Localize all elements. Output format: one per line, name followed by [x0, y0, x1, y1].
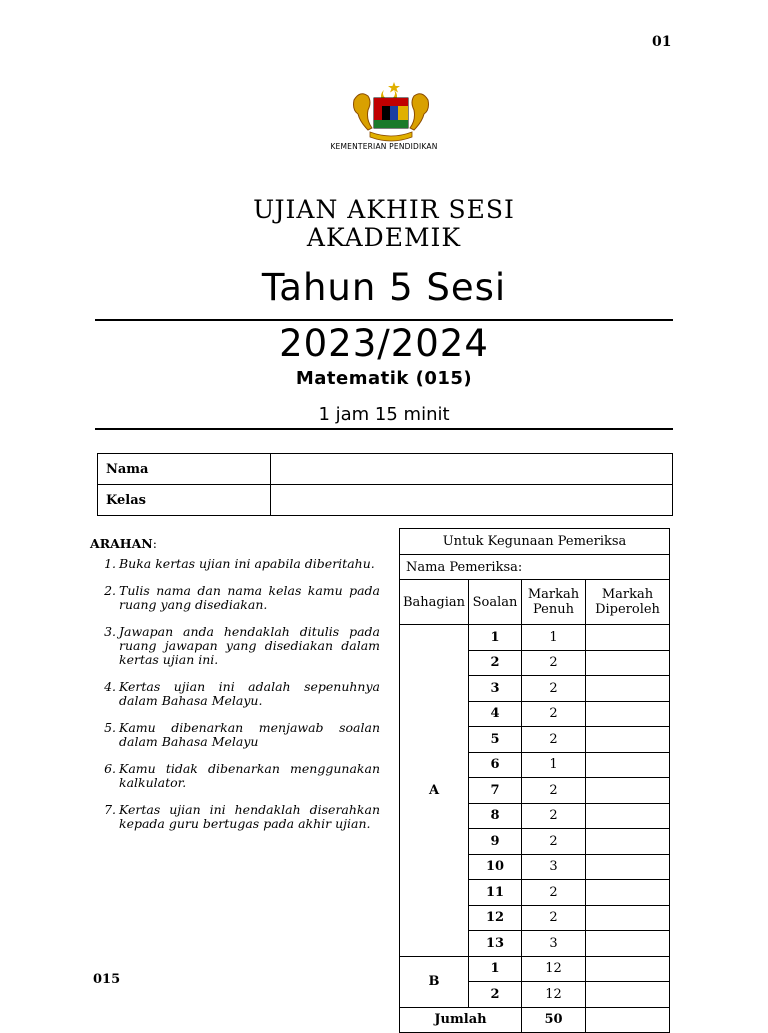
- marks-obtained-cell[interactable]: [586, 676, 670, 702]
- question-number: 5: [469, 727, 522, 753]
- full-marks: 12: [522, 982, 586, 1008]
- exam-session: 2023/2024: [279, 322, 489, 365]
- instruction-number: 6.: [104, 761, 116, 776]
- question-number: 9: [469, 829, 522, 855]
- question-number: 10: [469, 854, 522, 880]
- marks-obtained-cell[interactable]: [586, 982, 670, 1008]
- marks-obtained-cell[interactable]: [586, 931, 670, 957]
- column-header: Bahagian: [400, 580, 469, 625]
- total-obtained-cell[interactable]: [586, 1007, 670, 1033]
- question-number: 4: [469, 701, 522, 727]
- question-number: 2: [469, 982, 522, 1008]
- divider: [95, 319, 673, 321]
- full-marks: 1: [522, 752, 586, 778]
- full-marks: 2: [522, 829, 586, 855]
- instructions-title-text: ARAHAN: [90, 536, 153, 551]
- exam-title-line2: AKADEMIK: [306, 223, 462, 252]
- question-number: 3: [469, 676, 522, 702]
- full-marks: 3: [522, 854, 586, 880]
- examiner-table-header: Untuk Kegunaan Pemeriksa: [400, 529, 670, 555]
- full-marks: 2: [522, 701, 586, 727]
- full-marks: 2: [522, 727, 586, 753]
- marks-obtained-cell[interactable]: [586, 727, 670, 753]
- marks-obtained-cell[interactable]: [586, 752, 670, 778]
- column-header: Soalan: [469, 580, 522, 625]
- examiner-name-field[interactable]: Nama Pemeriksa:: [400, 555, 670, 580]
- student-name-label: Nama: [98, 454, 271, 485]
- table-row: [400, 625, 670, 651]
- full-marks: 2: [522, 880, 586, 906]
- instruction-number: 3.: [104, 624, 116, 639]
- divider: [95, 428, 673, 430]
- question-number: 1: [469, 625, 522, 651]
- malaysia-coat-of-arms-icon: [344, 80, 438, 142]
- instruction-item: [90, 803, 380, 831]
- instruction-item: [90, 557, 380, 571]
- full-marks: 2: [522, 905, 586, 931]
- exam-year-level: Tahun 5 Sesi: [261, 266, 507, 309]
- full-marks: 2: [522, 676, 586, 702]
- instruction-item: [90, 584, 380, 612]
- full-marks: 2: [522, 778, 586, 804]
- marks-obtained-cell[interactable]: [586, 905, 670, 931]
- instruction-text: Kamu tidak dibenarkan menggunakan kalkulator.: [119, 761, 380, 790]
- instruction-item: [90, 625, 380, 667]
- marks-obtained-cell[interactable]: [586, 829, 670, 855]
- instruction-number: 4.: [104, 679, 116, 694]
- full-marks: 2: [522, 803, 586, 829]
- exam-subject: Matematik (015): [295, 368, 473, 389]
- section-a-label: A: [400, 625, 469, 957]
- marks-obtained-cell[interactable]: [586, 854, 670, 880]
- instruction-number: 5.: [104, 720, 116, 735]
- full-marks: 1: [522, 625, 586, 651]
- question-number: 6: [469, 752, 522, 778]
- instructions-title-colon: :: [152, 536, 157, 551]
- exam-duration: 1 jam 15 minit: [318, 404, 450, 425]
- table-row: [400, 956, 670, 982]
- instruction-text: Tulis nama dan nama kelas kamu pada ruang yang disediakan.: [119, 583, 380, 612]
- instruction-number: 7.: [104, 802, 116, 817]
- student-class-label: Kelas: [98, 485, 271, 516]
- question-number: 8: [469, 803, 522, 829]
- paper-code: 015: [93, 972, 121, 987]
- instruction-item: [90, 721, 380, 749]
- marks-obtained-cell[interactable]: [586, 880, 670, 906]
- total-marks: 50: [522, 1007, 586, 1033]
- total-row: [400, 1007, 670, 1033]
- page-number: 01: [652, 34, 672, 50]
- instructions-title: [90, 536, 380, 551]
- instruction-item: [90, 680, 380, 708]
- marks-obtained-cell[interactable]: [586, 803, 670, 829]
- student-class-field[interactable]: [271, 485, 673, 516]
- instruction-item: [90, 762, 380, 790]
- crest-caption: KEMENTERIAN PENDIDIKAN: [330, 142, 438, 151]
- column-header: Markah Diperoleh: [586, 580, 670, 625]
- question-number: 1: [469, 956, 522, 982]
- exam-title: [96, 196, 672, 252]
- full-marks: 12: [522, 956, 586, 982]
- instruction-text: Kamu dibenarkan menjawab soalan dalam Bahasa Melayu: [119, 720, 380, 749]
- instruction-text: Kertas ujian ini adalah sepenuhnya dalam Bahasa Melayu.: [119, 679, 380, 708]
- instruction-text: Buka kertas ujian ini apabila diberitahu.: [119, 556, 375, 571]
- instruction-text: Jawapan anda hendaklah ditulis pada ruang jawapan yang disediakan dalam kertas ujian ini.: [119, 624, 380, 667]
- marks-obtained-cell[interactable]: [586, 956, 670, 982]
- exam-title-line1: UJIAN AKHIR SESI: [253, 195, 515, 224]
- marks-obtained-cell[interactable]: [586, 778, 670, 804]
- total-label: Jumlah: [400, 1007, 522, 1033]
- examiner-table: [399, 528, 670, 1033]
- question-number: 2: [469, 650, 522, 676]
- marks-obtained-cell[interactable]: [586, 625, 670, 651]
- instruction-number: 2.: [104, 583, 116, 598]
- student-name-row: [98, 454, 673, 485]
- student-name-field[interactable]: [271, 454, 673, 485]
- student-info-table: [97, 453, 673, 516]
- marks-obtained-cell[interactable]: [586, 701, 670, 727]
- question-number: 7: [469, 778, 522, 804]
- instruction-number: 1.: [104, 556, 116, 571]
- instructions-panel: [90, 536, 380, 844]
- section-b-label: B: [400, 956, 469, 1007]
- student-class-row: [98, 485, 673, 516]
- question-number: 12: [469, 905, 522, 931]
- marks-obtained-cell[interactable]: [586, 650, 670, 676]
- full-marks: 2: [522, 650, 586, 676]
- column-header: Markah Penuh: [522, 580, 586, 625]
- full-marks: 3: [522, 931, 586, 957]
- question-number: 13: [469, 931, 522, 957]
- question-number: 11: [469, 880, 522, 906]
- instruction-text: Kertas ujian ini hendaklah diserahkan kepada guru bertugas pada akhir ujian.: [119, 802, 380, 831]
